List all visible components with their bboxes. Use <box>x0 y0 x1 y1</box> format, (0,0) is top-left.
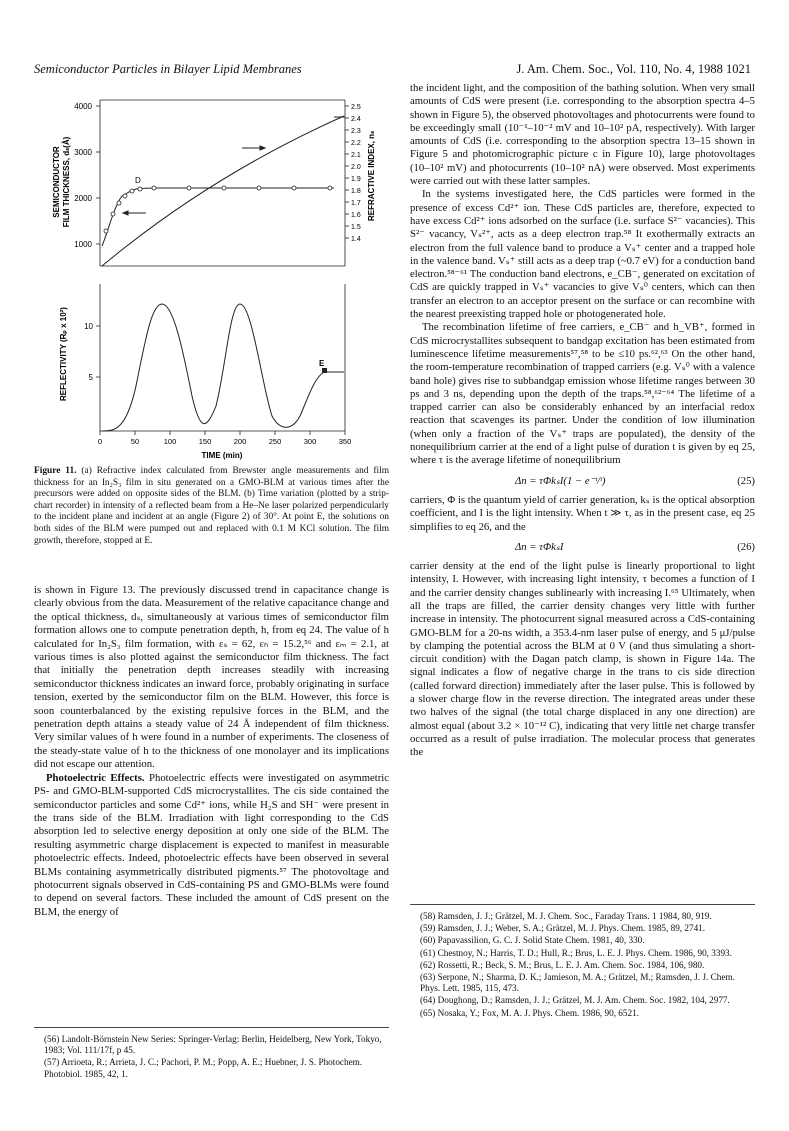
footnote-65: (65) Nosaka, Y.; Fox, M. A. J. Phys. Chem. 1986, 90, 6521. <box>420 1007 639 1018</box>
footnote-60: (60) Papavassilion, G. C. J. Solid State Chem. 1981, 40, 330. <box>420 935 645 946</box>
right-ytick-2: 2.3 <box>351 128 361 135</box>
xtick-4: 200 <box>233 437 247 446</box>
left-column <box>34 584 389 919</box>
right-ytick-7: 1.8 <box>351 188 361 195</box>
top-ytick-3: 1000 <box>74 240 92 249</box>
right-paragraph-4: carriers, Φ is the quantum yield of carrier generation, kₛ is the optical absorption coefficient, and I is the light intensity. When t ≫ τ, as in the present case, eq 25 simplifies to eq 26, and the <box>410 493 755 533</box>
xtick-3: 150 <box>198 437 212 446</box>
point-D-label: D <box>135 176 141 185</box>
bottom-panel <box>59 284 351 460</box>
footnote-63: (63) Serpone, N.; Sharma, D. K.; Jamieson, M. A.; Grätzel, M.; Ramsden, J. J. Chem. Phys. Lett. 1985, 115, 473. <box>420 972 735 994</box>
equation-26 <box>410 541 755 554</box>
top-ylabel-line1: SEMICONDUCTOR <box>52 146 61 218</box>
top-ytick-0: 4000 <box>74 102 92 111</box>
caption-text: (a) Refractive index calculated from Brewster angle measurements and film thickness for an In₂S₃ film in situ generated on a GMO-BLM at various times after the precursors were added on opposite sides of the BLM. (b) Time variation (plotted by a strip-chart recorder) in intensity of a reflected beam from a He–Ne laser polarized perpendicularly to the incident plane and incident at an angle (Figure 2) of 30°. At point E, the solutions on both sides of the BLM were pumped out and replaced with 0.1 M KCl solution. The film growth, therefore, stopped at E. <box>34 466 390 546</box>
running-header-journal: J. Am. Chem. Soc., Vol. 110, No. 4, 1988 1021 <box>516 62 751 76</box>
caption-label: Figure 11. <box>34 466 77 476</box>
footnote-59: (59) Ramsden, J. J.; Weber, S. A.; Grätzel, M. J. Phys. Chem. 1985, 89, 2741. <box>420 923 706 934</box>
right-paragraph-3: The recombination lifetime of free carriers, e_CB⁻ and h_VB⁺, formed in CdS microcrystallites subsequent to bandgap excitation has been estimated from luminescence lifetime measurements⁵⁷,⁵⁸ to be ≤10 ps.⁶²,⁶³ On the other hand, the room-temperature recombination of trapped carriers (e.g. Vₛ⁰ with a valence band hole) gives rise to subbandgap emission whose lifetime ranges between 30 ps and 3 ns, depending upon the depth of the traps.⁵⁸,⁶²⁻⁶⁴ The lifetime of a trapped carrier can also be considerably enhanced by an interfacial redox reaction that scavenges its partner. Under the condition of low illumination (when only a fraction of the Vₛ⁺ traps are populated), the density of the nonequilibrium carrier at the end of a light pulse of duration t is given by eq 25, where τ is the average lifetime of nonequilibrium <box>410 321 755 467</box>
top-ylabel-line2: FILM THICKNESS, dₛ(Å) <box>62 136 71 228</box>
footnote-58: (58) Ramsden, J. J.; Grätzel, M. J. Chem. Soc., Faraday Trans. 1 1984, 80, 919. <box>420 911 712 921</box>
bottom-ytick-0: 10 <box>84 322 93 331</box>
equation-26-expr: Δn = τΦkₛI <box>515 540 564 553</box>
running-header-title: Semiconductor Particles in Bilayer Lipid Membranes <box>34 62 302 76</box>
right-ytick-9: 1.6 <box>351 212 361 219</box>
footnote-64: (64) Doughong, D.; Ramsden, J. J.; Grätzel, M. J. Am. Chem. Soc. 1982, 104, 2977. <box>420 995 730 1006</box>
right-column <box>410 82 755 760</box>
footnote-61: (61) Chestnoy, N.; Harris, T. D.; Hull, R.; Brus, L. E. J. Phys. Chem. 1986, 90, 3393. <box>420 947 732 958</box>
top-ytick-2: 2000 <box>74 194 92 203</box>
xtick-1: 50 <box>130 437 140 446</box>
right-ytick-5: 2.0 <box>351 164 361 171</box>
refractive-index-curve <box>102 116 344 266</box>
right-ytick-8: 1.7 <box>351 200 361 207</box>
right-ytick-4: 2.1 <box>351 152 361 159</box>
figure-11 <box>34 86 396 464</box>
xtick-5: 250 <box>268 437 282 446</box>
xtick-6: 300 <box>303 437 317 446</box>
point-E-label: E <box>319 359 325 368</box>
footnote-56: (56) Landolt-Börnstein New Series: Springer-Verlag: Berlin, Heidelberg, New York, Tokyo, 1983; Vol. 111/17f, p 45. <box>44 1034 382 1056</box>
xtick-7: 350 <box>338 437 352 446</box>
left-footnotes <box>34 1027 389 1081</box>
footnote-62: (62) Rossetti, R.; Beck, S. M.; Brus, L. E. J. Am. Chem. Soc. 1984, 106, 980. <box>420 959 705 970</box>
right-paragraph-1: the incident light, and the composition of the bathing solution. When very small amounts of CdS were present (i.e. corresponding to the absorption spectra 4–5 shown in Figure 5), the observed photovoltages and photocurrents were found to be exceedingly small (10⁻¹–10⁻² mV and 10–10² pA, respectively). With larger amounts of CdS (i.e. corresponding to the absorption spectra 13–15 shown in Figure 5 and photomicrographic picture c in Figure 10), large photovoltages (10–10² mV) and photocurrents (10–10² nA) were observed. Most experiments were carried out with these latter samples. <box>410 82 755 188</box>
right-paragraph-2: In the systems investigated here, the CdS particles were formed in the presence of excess Cd²⁺ ion. These CdS particles are, therefore, expected to have excess Cd²⁺ ions adsorbed on the surface (i.e. surface S²⁻ vacancies). This S²⁻ vacancy, Vₛ²⁺, acts as a deep electron trap.⁵⁸ It exothermally extracts an electron from the full valence band to produce a Vₛ⁺ center and a trapped hole in the valence band. Vₛ⁺ still acts as a deep trap (~0.7 eV) for a conduction band electron.⁵⁸⁻⁶¹ The conduction band electrons, e_CB⁻, generated on excitation of CdS are quickly trapped in Vₛ⁺ vacancies to give Vₛ⁰ centers, which can then transfer an electron to an acceptor present on the surface or can recombine with the nearest preexisting trapped hole or photogenerated hole. <box>410 188 755 321</box>
right-ytick-11: 1.4 <box>351 236 361 243</box>
reflectivity-trace <box>102 304 344 431</box>
right-footnotes <box>410 904 755 1020</box>
right-ytick-10: 1.5 <box>351 224 361 231</box>
equation-25 <box>410 475 755 488</box>
right-ytick-6: 1.9 <box>351 176 361 183</box>
top-ytick-1: 3000 <box>74 148 92 157</box>
right-ytick-3: 2.2 <box>351 140 361 147</box>
thickness-curve <box>102 188 334 246</box>
section-head-photoelectric: Photoelectric Effects. <box>46 771 145 784</box>
xtick-0: 0 <box>97 437 103 446</box>
right-ylabel: REFRACTIVE INDEX, nₛ <box>367 130 376 222</box>
equation-25-number: (25) <box>737 474 755 487</box>
left-paragraph-2 <box>34 772 389 919</box>
figure-caption <box>34 466 389 547</box>
bottom-ylabel: REFLECTIVITY (Rₚ x 10²) <box>59 307 68 401</box>
left-paragraph-1: is shown in Figure 13. The previously discussed trend in capacitance change is clearly obvious from the data. Measurement of the relative capacitance change and the optical thickness, dₛ, simultaneously at various times of semiconductor film formation allows one to compute penetration depth, h, from eq 24. The value of h calculated for In₂S₃ film formation, with εₛ = 62, εₕ = 15.2,⁵⁶ and εₘ = 2.1, at various times is also plotted against the semiconductor film thickness. The fact that initially the penetration depth increases steadily with increasing semiconductor thickness indicates an inward force, probably originating in surface tension, exerted by the semiconductor film on the BLM. However, this force is soon counterbalanced by the existing repulsive forces in the BLM, and the penetration depth attains a steady value of 24 Å independent of film thickness. Very similar values of h were found in a number of experiments. The closeness of the steady-state value of h to the thickness of one monolayer and its implications did not escape our attention. <box>34 584 389 771</box>
right-ytick-1: 2.4 <box>351 116 361 123</box>
top-panel <box>52 100 376 266</box>
equation-26-number: (26) <box>737 540 755 553</box>
bottom-ytick-1: 5 <box>88 373 93 382</box>
footnote-57: (57) Arrioeta, R.; Arrieta, J. C.; Pachori, P. M.; Popp, A. E.; Huebner, J. S. Photochem. Photobiol. 1985, 42, 1. <box>44 1057 363 1079</box>
xlabel: TIME (min) <box>201 451 243 460</box>
right-paragraph-5: carrier density at the end of the light pulse is linearly proportional to light intensity, I. However, with increasing light intensity, τ becomes a function of I and the carrier density changes sublinearly with increasing I.⁶⁵ Ultimately, when all the traps are filled, the carrier density changes very little with further increase in intensity. The photocurrent signal measured across a CdS-containing GMO-BLM for a 20-ns width, a 353.4-nm laser pulse of energy, and 5 μJ/pulse by clamping the potential across the BLM at 0 V (and thus simulating a short-circuit condition) with the Dagan patch clamp, is shown in Figure 14a. The signal indicates a flow of negative charge in the trans to cis side direction (called forward direction) immediately after the laser pulse. This is followed by a slower charge flow in the reverse direction. The integrated areas under these two halves of the signal (the total charge displaced in any one direction) are almost equal (about 3.2 × 10⁻¹² C), indicating that very little net charge transfer occurred as a result of pulse irradiation. The molecular process that generates the <box>410 560 755 759</box>
xtick-2: 100 <box>163 437 177 446</box>
equation-25-expr: Δn = τΦkₛI(1 − e⁻ᵗ/ᵗ) <box>515 474 606 487</box>
left-paragraph-2-text: Photoelectric effects were investigated on asymmetric PS- and GMO-BLM-supported CdS microcrystallites. The cis side contained the semiconductor particles and some Cd²⁺ ions, while H₂S and SH⁻ were present in the trans side of the BLM. Irradiation with light corresponding to the CdS absorption led to selective energy deposition at only one side of the BLM. The resulting asymmetric charge displacement is expected to manifest in measurable photoelectric effects. Indeed, photoelectric effects have been observed in several BLMs containing asymmetrically distributed pigments.⁵⁷ The photovoltage and photocurrent signals observed in CdS-containing PS and GMO-BLMs were found to depend on several factors. These included the amount of CdS present on the BLM, the energy of <box>34 771 390 918</box>
right-ytick-0: 2.5 <box>351 104 361 111</box>
